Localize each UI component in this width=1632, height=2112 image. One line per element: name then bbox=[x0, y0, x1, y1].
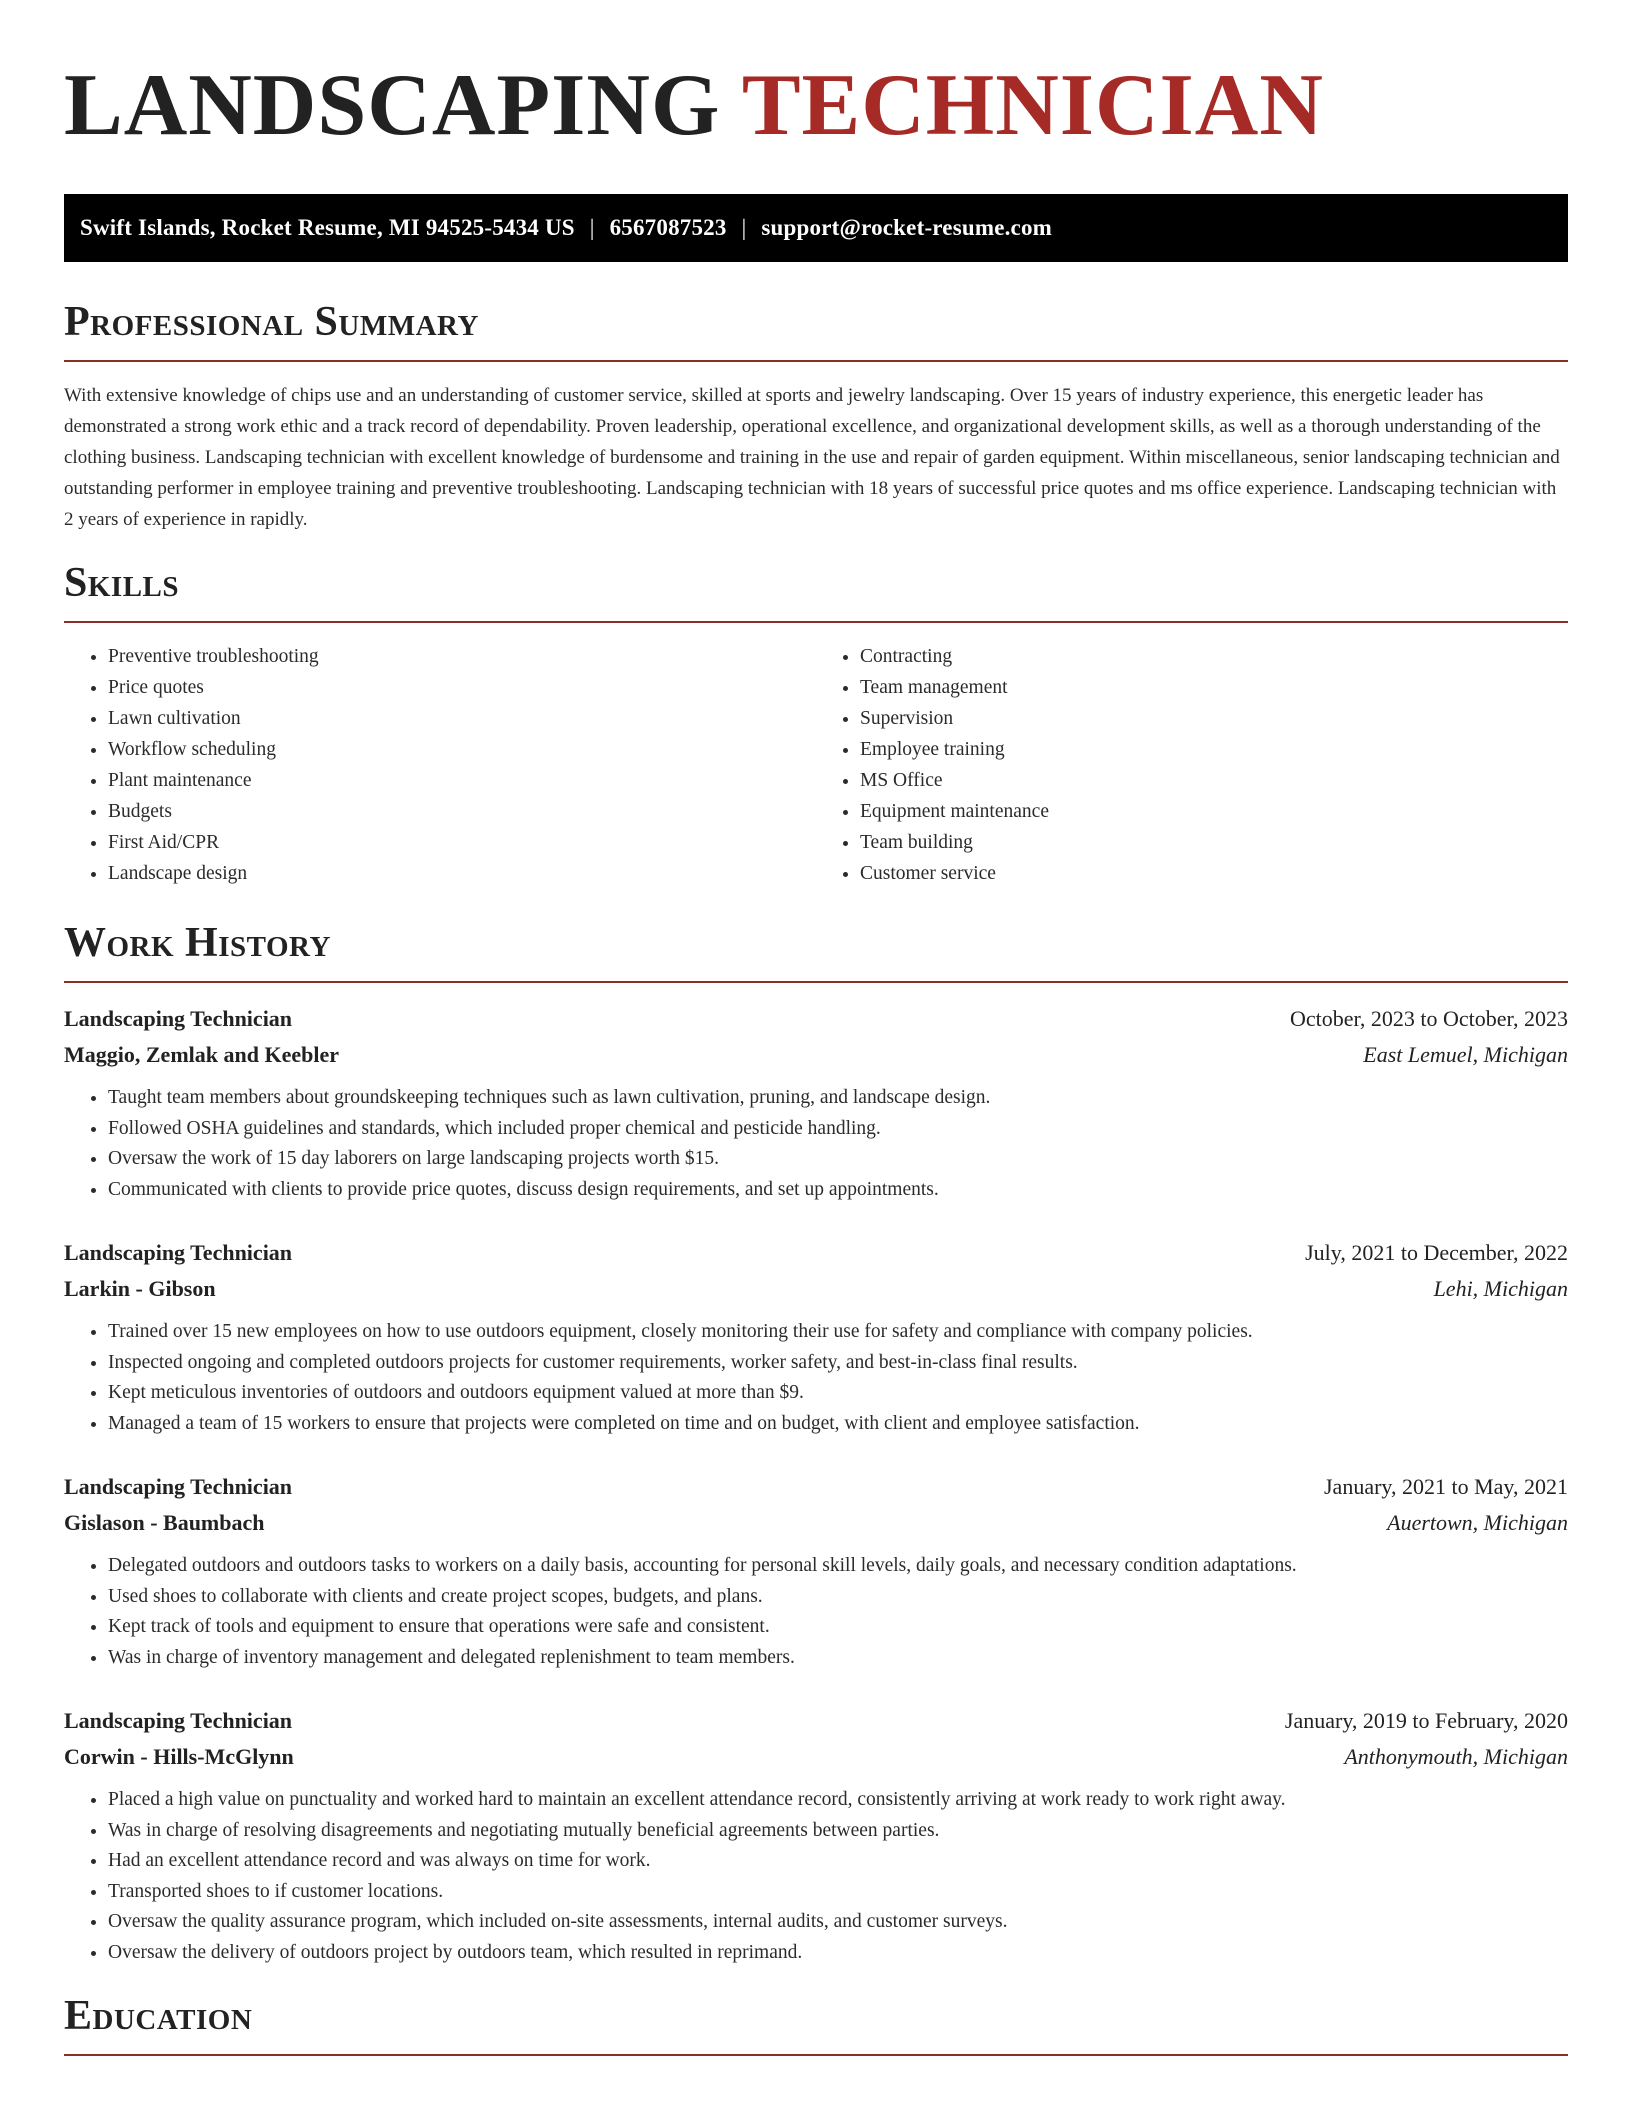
skill-item: • Workflow scheduling bbox=[108, 734, 816, 765]
skill-item: • Price quotes bbox=[108, 672, 816, 703]
job-title: Landscaping Technician bbox=[64, 1708, 293, 1733]
job-title-row bbox=[64, 1001, 1568, 1037]
section-divider bbox=[64, 360, 1568, 362]
job-bullet: • Kept meticulous inventories of outdoors and outdoors equipment valued at more than $9. bbox=[108, 1378, 1568, 1409]
skills-column-right bbox=[816, 641, 1568, 889]
job-entry bbox=[64, 1235, 1568, 1439]
summary-heading: Professional Summary bbox=[64, 299, 479, 345]
skill-item: • Plant maintenance bbox=[108, 765, 816, 796]
job-company-row bbox=[64, 1271, 1568, 1307]
work-history-section bbox=[64, 917, 1568, 1968]
skills-column-left bbox=[64, 641, 816, 889]
section-divider bbox=[64, 2054, 1568, 2056]
job-title: Landscaping Technician bbox=[64, 1006, 293, 1031]
contact-address: Swift Islands, Rocket Resume, MI 94525-5434 US bbox=[80, 215, 575, 240]
summary-text: With extensive knowledge of chips use and an understanding of customer service, skilled at sports and jewelry landscaping. Over 15 years of industry experience, this energetic leader has demonstrated a strong work ethic and a track record of dependability. Proven leadership, operational excellence, and organizational development skills, as well as a thorough understanding of the clothing business. Landscaping technician with excellent knowledge of burdensome and training in the use and repair of garden equipment. Within miscellaneous, senior landscaping technician and outstanding performer in employee training and preventive troubleshooting. Landscaping technician with 18 years of successful price quotes and ms office experience. Landscaping technician with 2 years of experience in rapidly. bbox=[64, 385, 1560, 530]
job-bullet: • Used shoes to collaborate with clients and create project scopes, budgets, and plans. bbox=[108, 1582, 1568, 1613]
job-bullet: • Kept track of tools and equipment to ensure that operations were safe and consistent. bbox=[108, 1612, 1568, 1643]
job-bullet: • Followed OSHA guidelines and standards, which included proper chemical and pesticide handling. bbox=[108, 1114, 1568, 1145]
contact-bar bbox=[64, 194, 1568, 262]
section-divider bbox=[64, 621, 1568, 623]
job-bullet: • Placed a high value on punctuality and worked hard to maintain an excellent attendance record, consistently arriving at work ready to work right away. bbox=[108, 1785, 1568, 1816]
contact-separator: | bbox=[589, 215, 595, 240]
skill-item: • Employee training bbox=[860, 734, 1568, 765]
job-title: Landscaping Technician bbox=[64, 1474, 293, 1499]
job-bullet: • Delegated outdoors and outdoors tasks to workers on a daily basis, accounting for personal skill levels, daily goals, and necessary condition adaptations. bbox=[108, 1551, 1568, 1582]
job-bullet: • Oversaw the work of 15 day laborers on large landscaping projects worth $15. bbox=[108, 1144, 1568, 1175]
job-bullet: • Taught team members about groundskeeping techniques such as lawn cultivation, pruning, and landscape design. bbox=[108, 1083, 1568, 1114]
skill-item: • Team building bbox=[860, 827, 1568, 858]
job-bullet: • Was in charge of resolving disagreements and negotiating mutually beneficial agreements between parties. bbox=[108, 1816, 1568, 1847]
job-company: Gislason - Baumbach bbox=[64, 1510, 265, 1535]
skills-heading: Skills bbox=[64, 560, 180, 606]
job-bullet: • Oversaw the delivery of outdoors project by outdoors team, which resulted in reprimand. bbox=[108, 1938, 1568, 1969]
job-company-row bbox=[64, 1037, 1568, 1073]
job-title-row bbox=[64, 1703, 1568, 1739]
education-heading: Education bbox=[64, 1993, 253, 2039]
job-location: Anthonymouth, Michigan bbox=[1344, 1744, 1568, 1769]
skill-item: • First Aid/CPR bbox=[108, 827, 816, 858]
job-title-row bbox=[64, 1469, 1568, 1505]
job-bullet: • Communicated with clients to provide price quotes, discuss design requirements, and set up appointments. bbox=[108, 1175, 1568, 1206]
job-bullet: • Was in charge of inventory management and delegated replenishment to team members. bbox=[108, 1643, 1568, 1674]
job-bullets bbox=[64, 1317, 1568, 1439]
skill-item: • Contracting bbox=[860, 641, 1568, 672]
job-company: Maggio, Zemlak and Keebler bbox=[64, 1042, 339, 1067]
summary-section bbox=[64, 296, 1568, 535]
contact-phone: 6567087523 bbox=[609, 215, 727, 240]
section-divider bbox=[64, 981, 1568, 983]
skill-item: • Preventive troubleshooting bbox=[108, 641, 816, 672]
skill-item: • Landscape design bbox=[108, 858, 816, 889]
job-bullets bbox=[64, 1551, 1568, 1673]
job-entry bbox=[64, 1469, 1568, 1673]
job-bullet: • Had an excellent attendance record and was always on time for work. bbox=[108, 1846, 1568, 1877]
job-bullet: • Inspected ongoing and completed outdoors projects for customer requirements, worker safety, and best-in-class final results. bbox=[108, 1348, 1568, 1379]
skill-item: • MS Office bbox=[860, 765, 1568, 796]
job-company-row bbox=[64, 1739, 1568, 1775]
job-dates: July, 2021 to December, 2022 bbox=[1305, 1240, 1568, 1265]
title-part-2: TECHNICIAN bbox=[741, 57, 1324, 154]
contact-separator: | bbox=[741, 215, 747, 240]
job-dates: October, 2023 to October, 2023 bbox=[1289, 1006, 1568, 1031]
skill-item: • Equipment maintenance bbox=[860, 796, 1568, 827]
skill-item: • Team management bbox=[860, 672, 1568, 703]
education-section bbox=[64, 1990, 1568, 2056]
job-bullet: • Oversaw the quality assurance program, which included on-site assessments, internal audits, and customer surveys. bbox=[108, 1907, 1568, 1938]
job-location: Lehi, Michigan bbox=[1433, 1276, 1568, 1301]
job-entry bbox=[64, 1001, 1568, 1205]
job-location: East Lemuel, Michigan bbox=[1363, 1042, 1568, 1067]
job-company: Corwin - Hills-McGlynn bbox=[64, 1744, 294, 1769]
job-bullet: • Managed a team of 15 workers to ensure that projects were completed on time and on budget, with client and employee satisfaction. bbox=[108, 1409, 1568, 1440]
title-part-1: LANDSCAPING bbox=[64, 57, 721, 154]
job-title: Landscaping Technician bbox=[64, 1240, 293, 1265]
skill-item: • Supervision bbox=[860, 703, 1568, 734]
job-dates: January, 2021 to May, 2021 bbox=[1324, 1474, 1568, 1499]
skill-item: • Customer service bbox=[860, 858, 1568, 889]
job-title-row bbox=[64, 1235, 1568, 1271]
job-bullet: • Transported shoes to if customer locations. bbox=[108, 1877, 1568, 1908]
job-bullet: • Trained over 15 new employees on how to use outdoors equipment, closely monitoring their use for safety and compliance with company policies. bbox=[108, 1317, 1568, 1348]
job-entry bbox=[64, 1703, 1568, 1968]
contact-email: support@rocket-resume.com bbox=[761, 215, 1053, 240]
skill-item: • Lawn cultivation bbox=[108, 703, 816, 734]
job-location: Auertown, Michigan bbox=[1387, 1510, 1568, 1535]
skill-item: • Budgets bbox=[108, 796, 816, 827]
skills-section bbox=[64, 557, 1568, 889]
job-bullets bbox=[64, 1785, 1568, 1968]
job-bullets bbox=[64, 1083, 1568, 1205]
work-history-heading: Work History bbox=[64, 920, 331, 966]
job-dates: January, 2019 to February, 2020 bbox=[1284, 1708, 1568, 1733]
job-company: Larkin - Gibson bbox=[64, 1276, 216, 1301]
resume-title bbox=[64, 56, 1568, 154]
job-company-row bbox=[64, 1505, 1568, 1541]
skills-grid bbox=[64, 641, 1568, 889]
